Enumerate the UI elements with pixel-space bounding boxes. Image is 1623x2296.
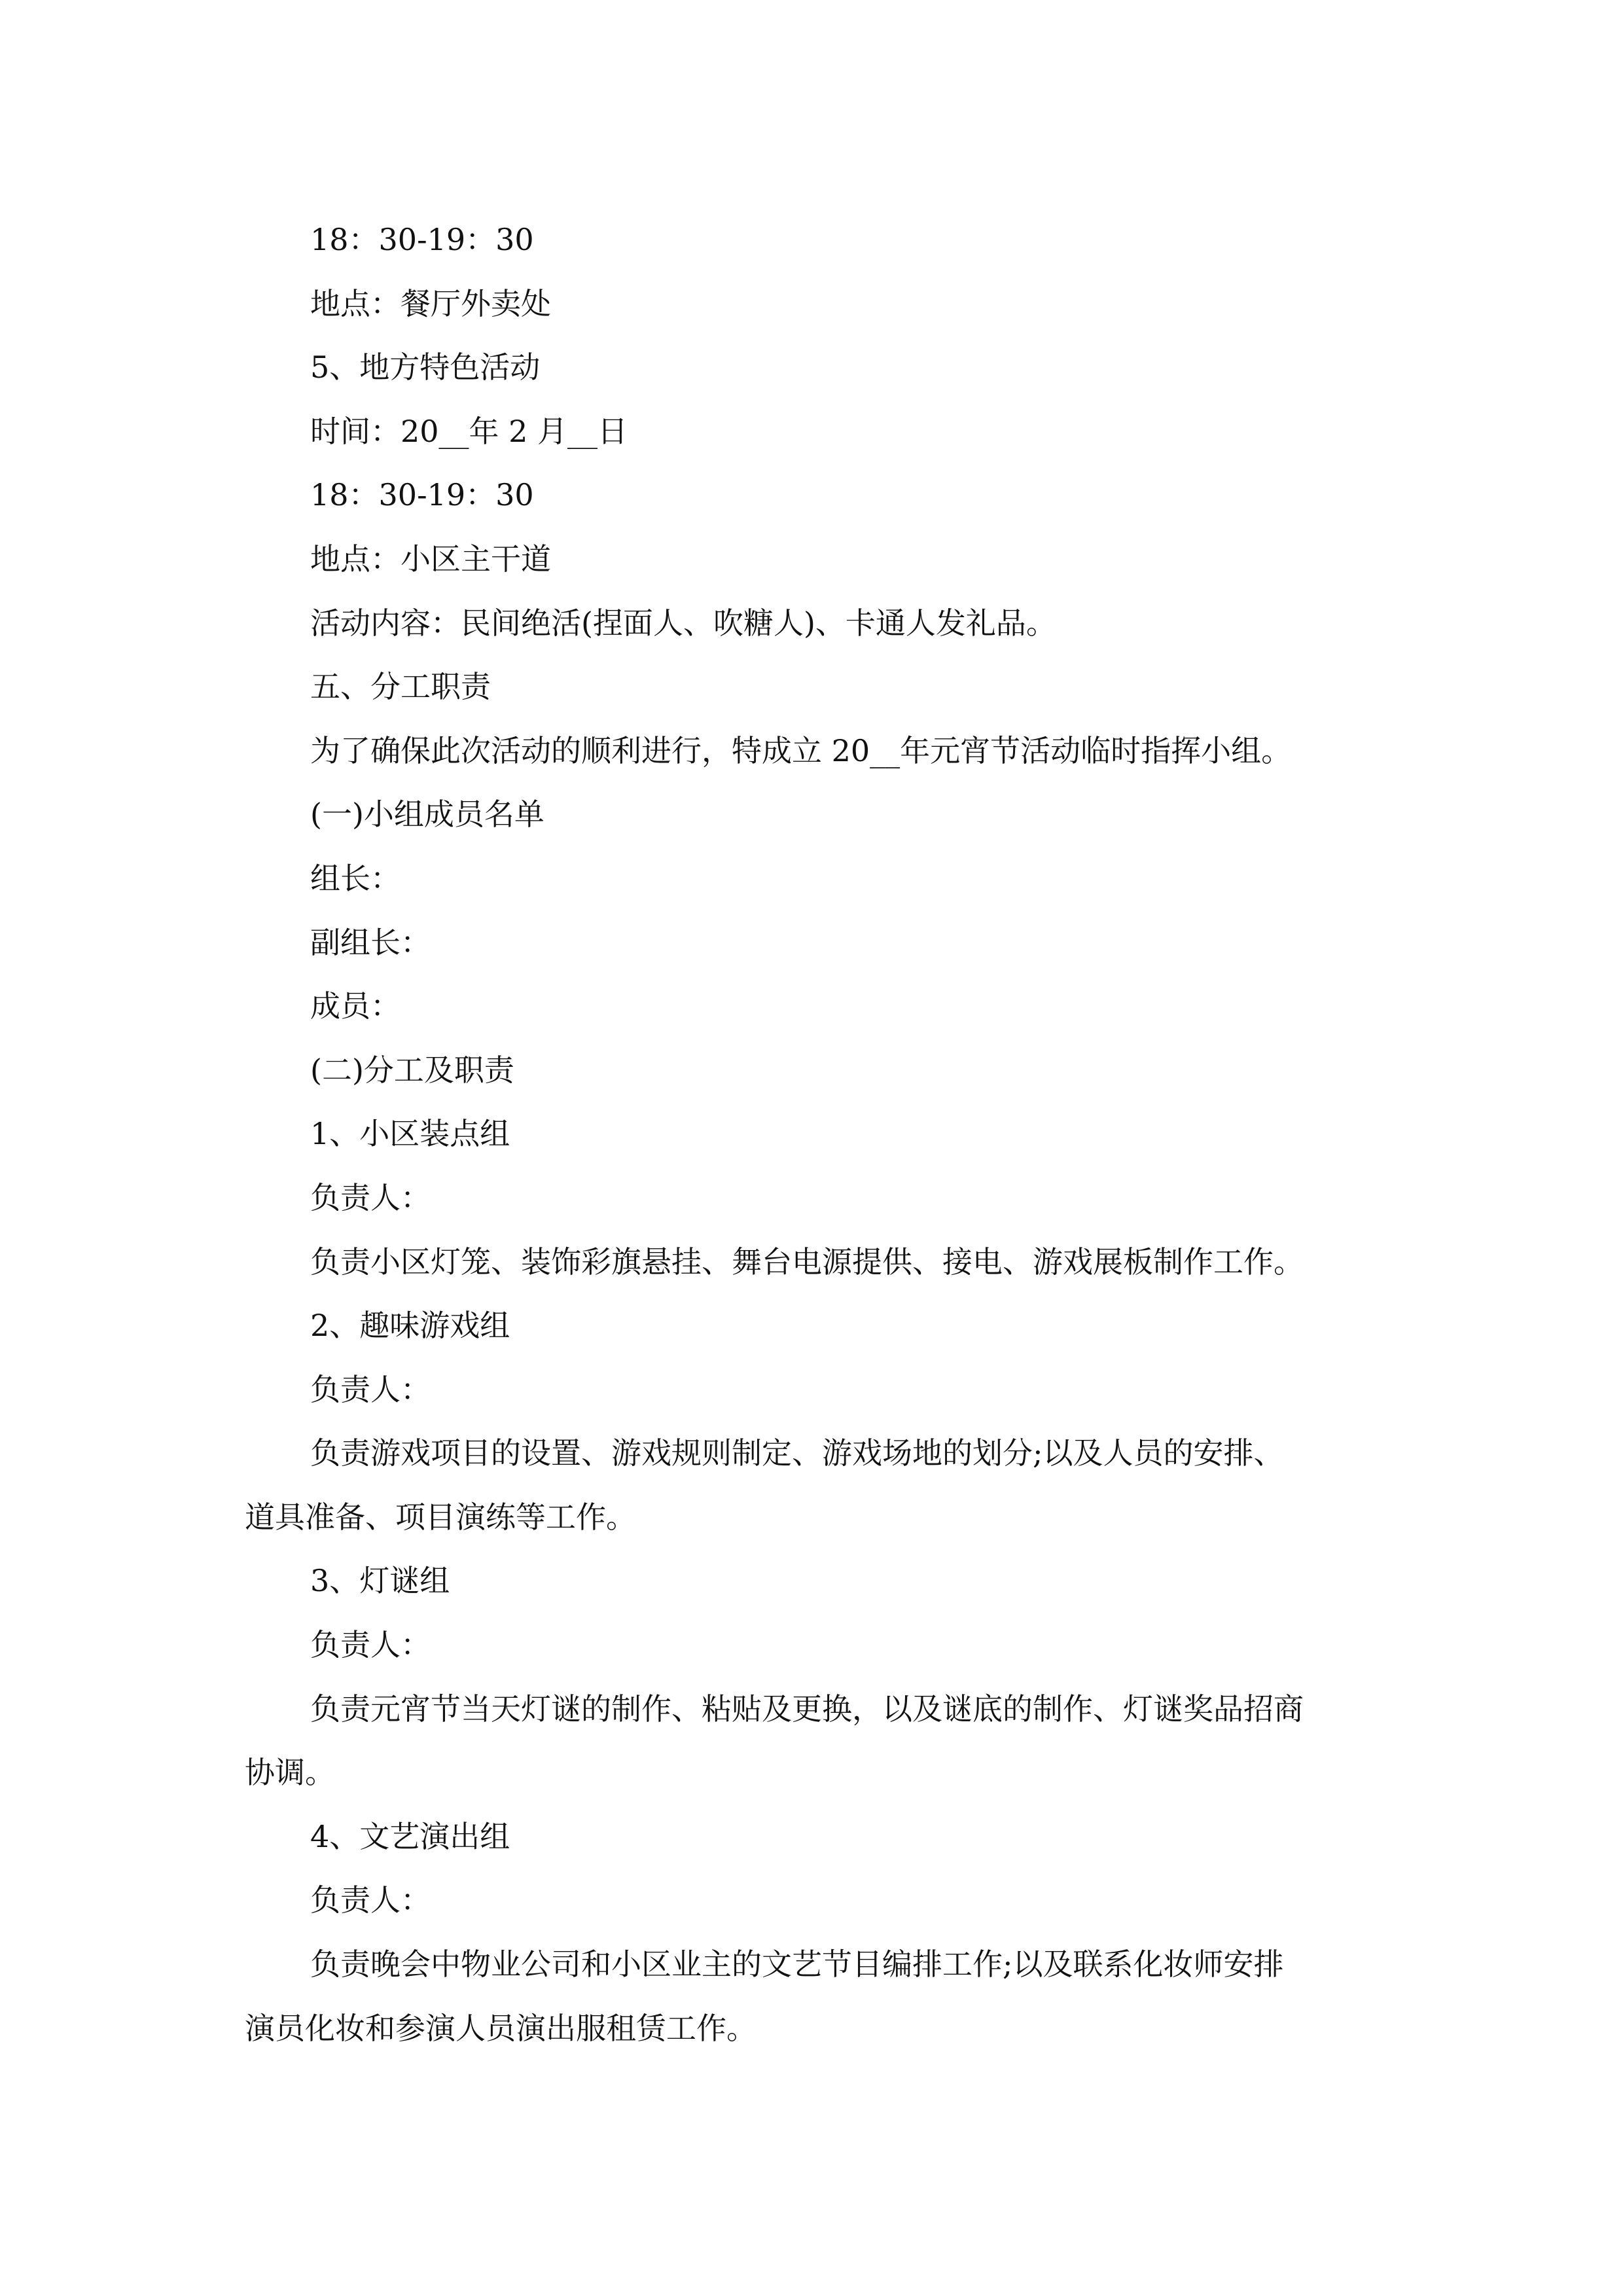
text-line: 副组长：	[310, 924, 431, 960]
text-line: 演员化妆和参演人员演出服租赁工作。	[245, 2010, 757, 2046]
text-line: 为了确保此次活动的顺利进行，特成立 20__年元宵节活动临时指挥小组。	[310, 732, 1292, 768]
group-heading: 4、文艺演出组	[310, 1818, 510, 1854]
text-line: 18：30-19：30	[310, 477, 534, 513]
text-line: 地点：餐厅外卖处	[310, 285, 551, 321]
text-line: 道具准备、项目演练等工作。	[245, 1499, 636, 1535]
section-heading: 5、地方特色活动	[310, 350, 541, 386]
group-heading: 1、小区装点组	[310, 1116, 510, 1152]
text-line: 负责元宵节当天灯谜的制作、粘贴及更换，以及谜底的制作、灯谜奖品招商	[310, 1691, 1304, 1727]
text-line: 成员：	[310, 988, 401, 1024]
text-line: 时间：20__年 2 月__日	[310, 413, 628, 449]
text-line: 18：30-19：30	[310, 222, 534, 257]
text-line: 负责人：	[310, 1179, 431, 1215]
subsection-heading: (二)分工及职责	[310, 1052, 514, 1088]
text-line: 负责晚会中物业公司和小区业主的文艺节目编排工作;以及联系化妆师安排	[310, 1946, 1284, 1982]
group-heading: 2、趣味游戏组	[310, 1308, 510, 1344]
text-line: 组长：	[310, 860, 401, 896]
text-line: 负责人：	[310, 1371, 431, 1407]
text-line: 负责人：	[310, 1627, 431, 1663]
document-body	[245, 208, 1383, 2060]
group-heading: 3、灯谜组	[310, 1563, 450, 1599]
subsection-heading: (一)小组成员名单	[310, 797, 544, 833]
text-line: 地点：小区主干道	[310, 541, 551, 577]
text-line: 负责游戏项目的设置、游戏规则制定、游戏场地的划分;以及人员的安排、	[310, 1435, 1284, 1471]
section-heading: 五、分工职责	[310, 669, 491, 705]
text-line: 负责人：	[310, 1882, 431, 1918]
text-line: 协调。	[245, 1755, 335, 1791]
text-line: 负责小区灯笼、装饰彩旗悬挂、舞台电源提供、接电、游戏展板制作工作。	[310, 1244, 1304, 1280]
text-line: 活动内容：民间绝活(捏面人、吹糖人)、卡通人发礼品。	[310, 605, 1056, 641]
